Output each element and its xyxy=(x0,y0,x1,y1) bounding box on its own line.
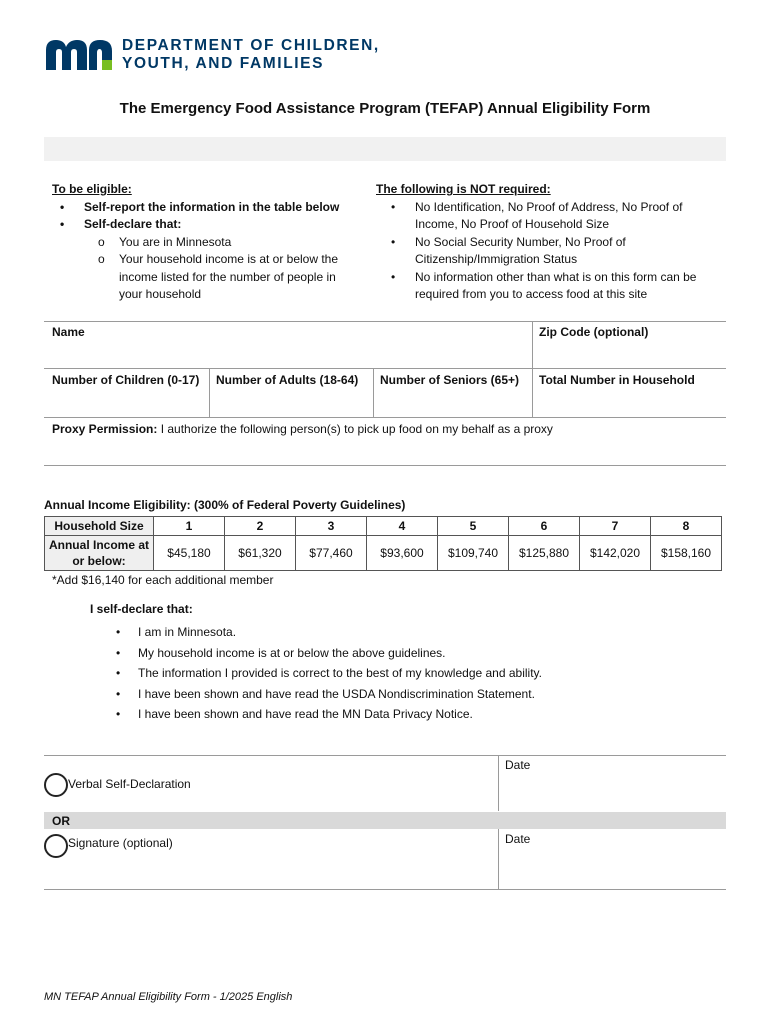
proxy-permission-label: Proxy Permission: xyxy=(52,422,158,436)
adults-count-field[interactable]: Number of Adults (18-64) xyxy=(216,373,359,387)
eligibility-requirements xyxy=(52,181,362,304)
income-limit-cell: $142,020 xyxy=(580,536,651,571)
eligible-subitem: o Your household income is at or below the income listed for the number of people in your household xyxy=(119,251,359,304)
page-footer: MN TEFAP Annual Eligibility Form - 1/2025 English xyxy=(44,991,293,1003)
signature-date-field[interactable]: Date xyxy=(505,832,531,846)
income-limit-cell: $109,740 xyxy=(438,536,509,571)
household-size-cell: 4 xyxy=(367,517,438,536)
income-limit-cell: $45,180 xyxy=(154,536,225,571)
household-size-cell: 8 xyxy=(651,517,722,536)
list-item: • My household income is at or below the above guidelines. xyxy=(138,643,542,664)
mn-logo-icon xyxy=(44,38,116,72)
household-size-cell: 3 xyxy=(296,517,367,536)
form-divider xyxy=(44,368,726,369)
name-field[interactable]: Name xyxy=(52,325,85,339)
self-declare-list xyxy=(138,622,542,725)
verbal-declaration-radio[interactable] xyxy=(44,773,68,797)
table-row xyxy=(45,517,722,536)
income-limit-cell: $125,880 xyxy=(509,536,580,571)
form-divider xyxy=(209,368,210,417)
income-table xyxy=(44,516,722,571)
not-required-item: • No Identification, No Proof of Address, No Proof of Income, No Proof of Household Size xyxy=(415,199,715,234)
verbal-date-field[interactable]: Date xyxy=(505,758,531,772)
not-required-item: • No Social Security Number, No Proof of Citizenship/Immigration Status xyxy=(415,234,715,269)
zip-code-field[interactable]: Zip Code (optional) xyxy=(539,325,649,339)
not-required-list xyxy=(376,181,706,304)
household-size-cell: 5 xyxy=(438,517,509,536)
seniors-count-field[interactable]: Number of Seniors (65+) xyxy=(380,373,520,387)
list-item: • The information I provided is correct to the best of my knowledge and ability. xyxy=(138,663,542,684)
income-limit-cell: $93,600 xyxy=(367,536,438,571)
signature-divider xyxy=(498,829,499,889)
household-size-cell: 1 xyxy=(154,517,225,536)
list-item: • I have been shown and have read the USDA Nondiscrimination Statement. xyxy=(138,684,542,705)
form-divider xyxy=(44,417,726,418)
verbal-declaration-label: Verbal Self-Declaration xyxy=(68,777,191,791)
signature-divider xyxy=(498,755,499,811)
eligible-subitem: o You are in Minnesota xyxy=(119,234,359,252)
self-declare-title: I self-declare that: xyxy=(90,602,193,616)
or-label: OR xyxy=(52,814,70,828)
income-table-title: Annual Income Eligibility: (300% of Federal Poverty Guidelines) xyxy=(44,498,406,512)
eligible-item: • Self-declare that: xyxy=(84,216,362,234)
proxy-permission-field[interactable] xyxy=(52,422,553,436)
department-line-2: YOUTH, AND FAMILIES xyxy=(122,55,325,72)
eligible-heading: To be eligible: xyxy=(52,182,132,196)
department-name xyxy=(122,37,380,73)
list-item: • I have been shown and have read the MN Data Privacy Notice. xyxy=(138,704,542,725)
additional-member-note: *Add $16,140 for each additional member xyxy=(52,573,274,587)
form-divider xyxy=(44,465,726,466)
income-limit-cell: $61,320 xyxy=(225,536,296,571)
children-count-field[interactable]: Number of Children (0-17) xyxy=(52,373,200,387)
household-size-cell: 7 xyxy=(580,517,651,536)
not-required-heading: The following is NOT required: xyxy=(376,182,551,196)
income-limit-cell: $77,460 xyxy=(296,536,367,571)
mn-logo xyxy=(44,38,116,77)
household-size-header: Household Size xyxy=(45,517,154,536)
title-banner xyxy=(44,137,726,161)
not-required-item: • No information other than what is on this form can be required from you to access food at this site xyxy=(415,269,715,304)
signature-radio[interactable] xyxy=(44,834,68,858)
list-item: • I am in Minnesota. xyxy=(138,622,542,643)
proxy-permission-text: I authorize the following person(s) to pick up food on my behalf as a proxy xyxy=(157,422,553,436)
table-row xyxy=(45,536,722,571)
form-divider xyxy=(373,368,374,417)
form-divider xyxy=(532,321,533,417)
eligible-item: • Self-report the information in the table below xyxy=(84,199,362,217)
household-total-field[interactable]: Total Number in Household xyxy=(539,373,695,387)
household-size-cell: 2 xyxy=(225,517,296,536)
signature-divider xyxy=(44,889,726,890)
department-line-1: DEPARTMENT OF CHILDREN, xyxy=(122,37,380,54)
annual-income-header: Annual Income at or below: xyxy=(45,536,154,571)
signature-field[interactable]: Signature (optional) xyxy=(68,836,173,850)
or-separator xyxy=(44,812,726,829)
income-limit-cell: $158,160 xyxy=(651,536,722,571)
form-title: The Emergency Food Assistance Program (TEFAP) Annual Eligibility Form xyxy=(119,100,651,117)
form-divider xyxy=(44,321,726,322)
signature-divider xyxy=(44,755,726,756)
household-size-cell: 6 xyxy=(509,517,580,536)
